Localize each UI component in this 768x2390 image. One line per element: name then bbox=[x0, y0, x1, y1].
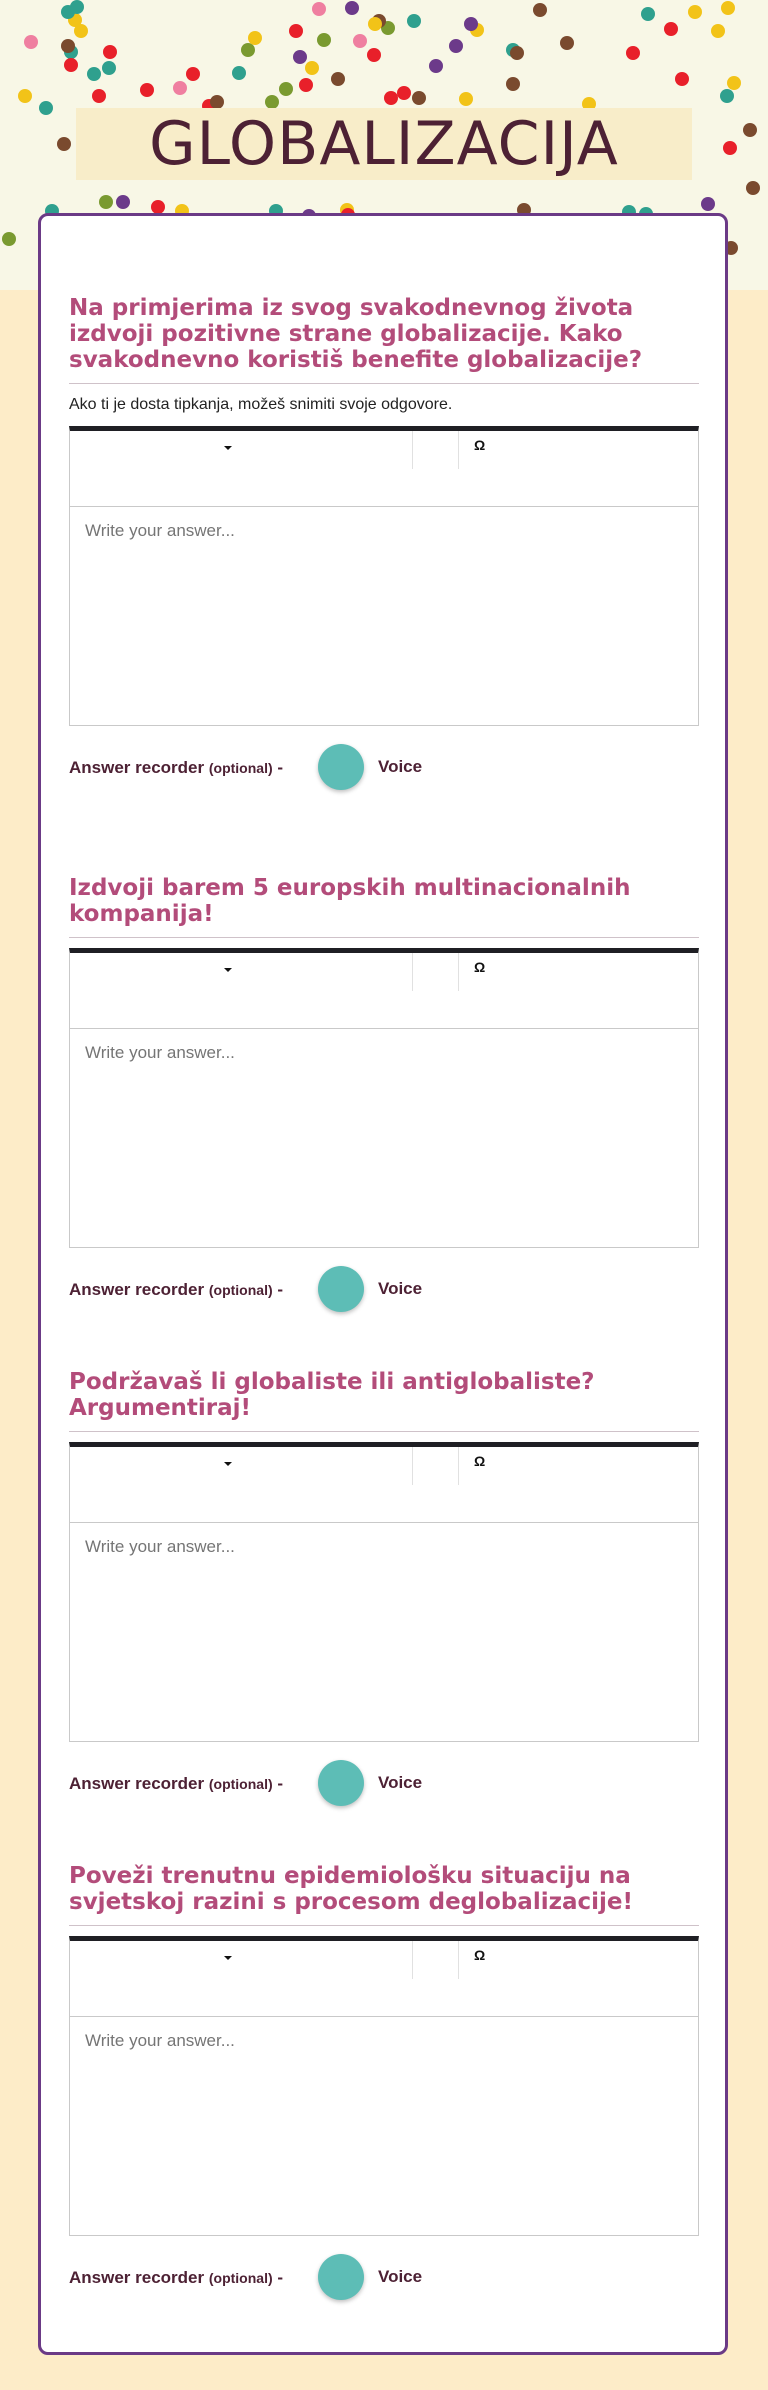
editor-toolbar bbox=[70, 1447, 698, 1523]
confetti-dot bbox=[701, 197, 715, 211]
confetti-dot bbox=[626, 46, 640, 60]
question-2 bbox=[69, 875, 699, 1314]
toolbar-divider bbox=[458, 1941, 459, 1979]
answer-textarea[interactable] bbox=[70, 507, 698, 725]
answer-recorder bbox=[69, 1266, 699, 1314]
confetti-dot bbox=[64, 58, 78, 72]
format-dropdown-caret-icon[interactable] bbox=[224, 1462, 232, 1466]
confetti-dot bbox=[92, 89, 106, 103]
confetti-dot bbox=[727, 76, 741, 90]
special-character-button[interactable]: Ω bbox=[474, 437, 486, 453]
question-3 bbox=[69, 1369, 699, 1808]
confetti-dot bbox=[449, 39, 463, 53]
confetti-dot bbox=[353, 34, 367, 48]
confetti-dot bbox=[746, 181, 760, 195]
confetti-dot bbox=[464, 17, 478, 31]
confetti-dot bbox=[293, 50, 307, 64]
confetti-dot bbox=[265, 95, 279, 109]
confetti-dot bbox=[18, 89, 32, 103]
question-title: Podržavaš li globaliste ili antiglobaliste? Argumentiraj! bbox=[69, 1369, 699, 1432]
record-button[interactable] bbox=[318, 1760, 364, 1806]
recorder-label: Answer recorder (optional) - bbox=[69, 1774, 284, 1793]
question-title: Poveži trenutnu epidemiološku situaciju na svjetskoj razini s procesom deglobalizacije! bbox=[69, 1863, 699, 1926]
confetti-dot bbox=[116, 195, 130, 209]
answer-recorder bbox=[69, 2254, 699, 2302]
rich-text-editor bbox=[69, 426, 699, 726]
confetti-dot bbox=[61, 39, 75, 53]
confetti-dot bbox=[345, 1, 359, 15]
title-plate bbox=[76, 108, 692, 180]
confetti-dot bbox=[186, 67, 200, 81]
confetti-dot bbox=[368, 17, 382, 31]
confetti-dot bbox=[74, 24, 88, 38]
answer-textarea[interactable] bbox=[70, 2017, 698, 2235]
confetti-dot bbox=[331, 72, 345, 86]
confetti-dot bbox=[723, 141, 737, 155]
editor-toolbar bbox=[70, 953, 698, 1029]
toolbar-divider bbox=[458, 953, 459, 991]
recorder-label: Answer recorder (optional) - bbox=[69, 1280, 284, 1299]
confetti-dot bbox=[103, 45, 117, 59]
recorder-label: Answer recorder (optional) - bbox=[69, 758, 284, 777]
question-4 bbox=[69, 1863, 699, 2302]
rich-text-editor bbox=[69, 1936, 699, 2236]
toolbar-divider bbox=[412, 953, 413, 991]
special-character-button[interactable]: Ω bbox=[474, 1947, 486, 1963]
record-button[interactable] bbox=[318, 2254, 364, 2300]
confetti-dot bbox=[711, 24, 725, 38]
special-character-button[interactable]: Ω bbox=[474, 959, 486, 975]
rich-text-editor bbox=[69, 1442, 699, 1742]
confetti-dot bbox=[24, 35, 38, 49]
confetti-dot bbox=[429, 59, 443, 73]
toolbar-divider bbox=[458, 431, 459, 469]
confetti-dot bbox=[2, 232, 16, 246]
confetti-dot bbox=[140, 83, 154, 97]
confetti-dot bbox=[173, 81, 187, 95]
voice-label: Voice bbox=[378, 757, 423, 776]
special-character-button[interactable]: Ω bbox=[474, 1453, 486, 1469]
answer-textarea[interactable] bbox=[70, 1523, 698, 1741]
voice-label: Voice bbox=[378, 2267, 423, 2286]
format-dropdown-caret-icon[interactable] bbox=[224, 968, 232, 972]
editor-toolbar bbox=[70, 431, 698, 507]
confetti-dot bbox=[232, 66, 246, 80]
question-title: Izdvoji barem 5 europskih multinacionalnih kompanija! bbox=[69, 875, 699, 938]
confetti-dot bbox=[720, 89, 734, 103]
rich-text-editor bbox=[69, 948, 699, 1248]
confetti-dot bbox=[412, 91, 426, 105]
page-title: GLOBALIZACIJA bbox=[149, 109, 619, 179]
editor-toolbar bbox=[70, 1941, 698, 2017]
answer-recorder bbox=[69, 744, 699, 792]
confetti-dot bbox=[317, 33, 331, 47]
confetti-dot bbox=[241, 43, 255, 57]
record-button[interactable] bbox=[318, 1266, 364, 1312]
confetti-dot bbox=[305, 61, 319, 75]
confetti-dot bbox=[407, 14, 421, 28]
format-dropdown-caret-icon[interactable] bbox=[224, 446, 232, 450]
confetti-dot bbox=[102, 61, 116, 75]
voice-label: Voice bbox=[378, 1773, 423, 1792]
confetti-dot bbox=[99, 195, 113, 209]
toolbar-divider bbox=[458, 1447, 459, 1485]
question-description: Ako ti je dosta tipkanja, možeš snimiti svoje odgovore. bbox=[69, 396, 453, 413]
confetti-dot bbox=[289, 24, 303, 38]
answer-textarea[interactable] bbox=[70, 1029, 698, 1247]
confetti-dot bbox=[57, 137, 71, 151]
confetti-dot bbox=[560, 36, 574, 50]
confetti-dot bbox=[506, 77, 520, 91]
confetti-dot bbox=[279, 82, 293, 96]
record-button[interactable] bbox=[318, 744, 364, 790]
format-dropdown-caret-icon[interactable] bbox=[224, 1956, 232, 1960]
confetti-dot bbox=[459, 92, 473, 106]
confetti-dot bbox=[367, 48, 381, 62]
confetti-dot bbox=[533, 3, 547, 17]
confetti-dot bbox=[721, 1, 735, 15]
question-1 bbox=[69, 295, 699, 792]
confetti-dot bbox=[87, 67, 101, 81]
toolbar-divider bbox=[412, 1941, 413, 1979]
confetti-dot bbox=[312, 2, 326, 16]
answer-recorder bbox=[69, 1760, 699, 1808]
recorder-label: Answer recorder (optional) - bbox=[69, 2268, 284, 2287]
confetti-dot bbox=[510, 46, 524, 60]
confetti-dot bbox=[39, 101, 53, 115]
confetti-dot bbox=[248, 31, 262, 45]
confetti-dot bbox=[384, 91, 398, 105]
confetti-dot bbox=[210, 95, 224, 109]
confetti-dot bbox=[151, 200, 165, 214]
confetti-dot bbox=[299, 78, 313, 92]
confetti-dot bbox=[397, 86, 411, 100]
toolbar-divider bbox=[412, 431, 413, 469]
confetti-dot bbox=[664, 22, 678, 36]
confetti-dot bbox=[688, 5, 702, 19]
toolbar-divider bbox=[412, 1447, 413, 1485]
question-title: Na primjerima iz svog svakodnevnog života izdvoji pozitivne strane globalizacije. Kako svakodnevno koristiš benefite globalizacije? bbox=[69, 295, 699, 384]
confetti-dot bbox=[675, 72, 689, 86]
confetti-dot bbox=[641, 7, 655, 21]
voice-label: Voice bbox=[378, 1279, 423, 1298]
confetti-dot bbox=[70, 0, 84, 14]
confetti-dot bbox=[743, 123, 757, 137]
